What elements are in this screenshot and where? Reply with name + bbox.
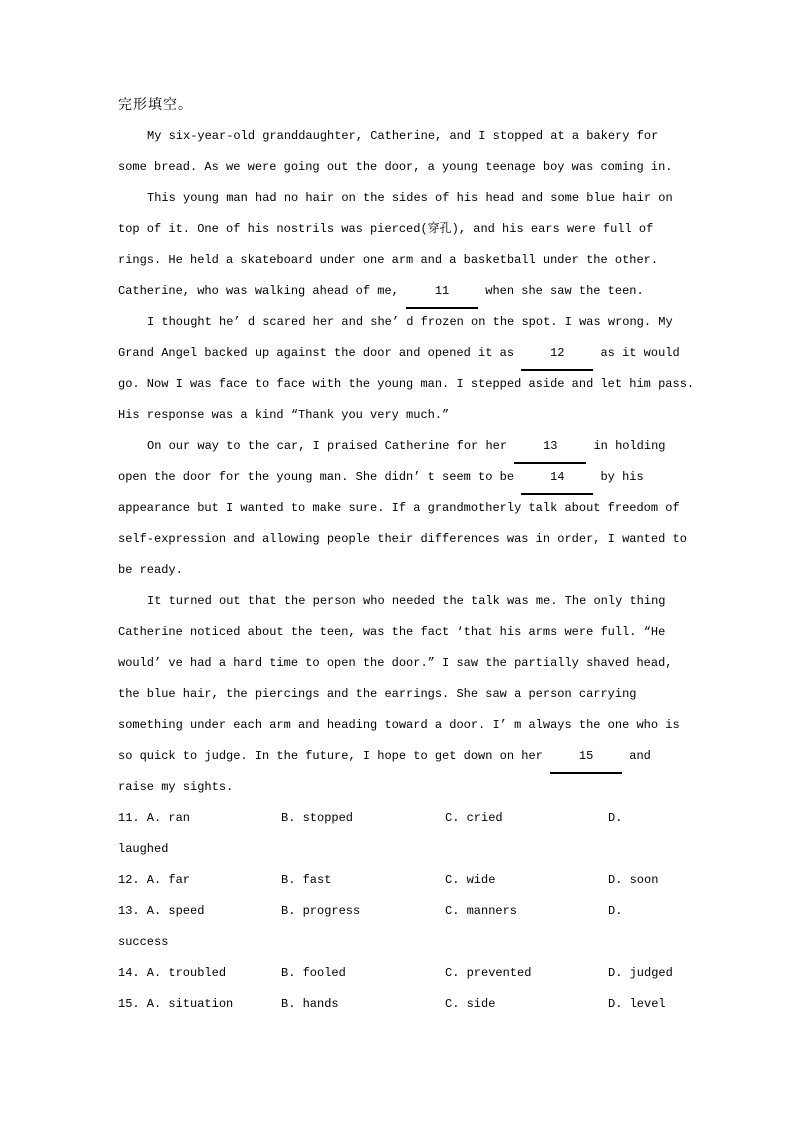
passage-line	[118, 524, 718, 555]
passage-line-text: Catherine noticed about the teen, was the fact ‘that his arms were full. “He	[118, 625, 666, 639]
section-title	[118, 90, 718, 121]
passage-line-text: On our way to the car, I praised Catherine for her	[147, 439, 515, 453]
passage-line	[118, 338, 718, 369]
option-cell: 13. A. speed	[118, 904, 205, 918]
passage-line	[118, 772, 718, 803]
passage-line-text: appearance but I wanted to make sure. If a grandmotherly talk about freedom of	[118, 501, 680, 515]
passage-line-text: so quick to judge. In the future, I hope to get down on her	[118, 749, 551, 763]
option-row	[118, 896, 718, 927]
passage-line	[118, 369, 718, 400]
option-cell: 14. A. troubled	[118, 966, 227, 980]
passage-line-text: Catherine, who was walking ahead of me,	[118, 284, 407, 298]
option-cell: D. judged	[608, 966, 673, 980]
page-content	[118, 90, 718, 1020]
option-cell: 15. A. situation	[118, 997, 234, 1011]
passage-line	[118, 245, 718, 276]
passage-line-text: some bread. As we were going out the door, a young teenage boy was coming in.	[118, 160, 673, 174]
passage-line-text: be ready.	[118, 563, 183, 577]
option-cell: B. stopped	[281, 811, 354, 825]
cloze-blank-15: 15	[550, 741, 622, 774]
passage-line-text: in holding	[586, 439, 666, 453]
passage-line-text: rings. He held a skateboard under one arm and a basketball under the other.	[118, 253, 659, 267]
passage-line-text: I thought he’ d scared her and she’ d frozen on the spot. I was wrong. My	[147, 315, 673, 329]
passage-line-text: raise my sights.	[118, 780, 234, 794]
passage-line	[118, 617, 718, 648]
cloze-blank-12: 12	[521, 338, 593, 371]
option-cell: B. fast	[281, 873, 332, 887]
section-title-text: 完形填空。	[118, 97, 193, 113]
option-cell: 12. A. far	[118, 873, 191, 887]
option-cell: B. fooled	[281, 966, 346, 980]
passage-line-text: and	[622, 749, 651, 763]
passage-line-text: as it would	[593, 346, 680, 360]
option-cell: C. manners	[445, 904, 518, 918]
passage-line	[118, 493, 718, 524]
passage-line	[118, 927, 718, 958]
passage-line	[118, 648, 718, 679]
cloze-blank-13: 13	[514, 431, 586, 464]
passage-line	[118, 183, 718, 214]
option-cell: C. side	[445, 997, 496, 1011]
option-row	[118, 803, 718, 834]
passage-line-text: when she saw the teen.	[478, 284, 644, 298]
passage-line	[118, 214, 718, 245]
passage-line-text: open the door for the young man. She didn’ t seem to be	[118, 470, 522, 484]
option-row	[118, 865, 718, 896]
passage-line	[118, 431, 718, 462]
option-cell: C. cried	[445, 811, 503, 825]
option-row	[118, 958, 718, 989]
passage-line-text: success	[118, 935, 169, 949]
option-cell: C. wide	[445, 873, 496, 887]
passage-line-text: It turned out that the person who needed the talk was me. The only thing	[147, 594, 666, 608]
cloze-blank-14: 14	[521, 462, 593, 495]
passage-line-text: Grand Angel backed up against the door and opened it as	[118, 346, 522, 360]
passage-line-text: something under each arm and heading toward a door. I’ m always the one who is	[118, 718, 680, 732]
option-cell: B. progress	[281, 904, 361, 918]
passage-line	[118, 276, 718, 307]
passage-line-text: would’ ve had a hard time to open the door.” I saw the partially shaved head,	[118, 656, 673, 670]
option-cell: C. prevented	[445, 966, 532, 980]
passage-line-text: top of it. One of his nostrils was pierced(穿孔), and his ears were full of	[118, 222, 654, 236]
passage-line	[118, 121, 718, 152]
passage-line-text: His response was a kind “Thank you very much.”	[118, 408, 450, 422]
passage-line	[118, 462, 718, 493]
passage-line-text: go. Now I was face to face with the young man. I stepped aside and let him pass.	[118, 377, 695, 391]
passage-line-text: the blue hair, the piercings and the earrings. She saw a person carrying	[118, 687, 637, 701]
passage-line-text: by his	[593, 470, 644, 484]
passage-line	[118, 400, 718, 431]
passage-line	[118, 834, 718, 865]
passage-line	[118, 152, 718, 183]
option-cell: 11. A. ran	[118, 811, 191, 825]
passage-line	[118, 555, 718, 586]
passage-line	[118, 586, 718, 617]
option-cell: D. soon	[608, 873, 659, 887]
option-row	[118, 989, 718, 1020]
passage-line	[118, 741, 718, 772]
option-cell: B. hands	[281, 997, 339, 1011]
passage-line	[118, 307, 718, 338]
option-cell: D.	[608, 904, 623, 918]
cloze-blank-11: 11	[406, 276, 478, 309]
passage-line	[118, 679, 718, 710]
passage-line-text: This young man had no hair on the sides of his head and some blue hair on	[147, 191, 673, 205]
passage-line-text: My six-year-old granddaughter, Catherine, and I stopped at a bakery for	[147, 129, 659, 143]
option-cell: D. level	[608, 997, 666, 1011]
passage-line-text: laughed	[118, 842, 169, 856]
passage-line-text: self-expression and allowing people their differences was in order, I wanted to	[118, 532, 687, 546]
passage-line	[118, 710, 718, 741]
option-cell: D.	[608, 811, 623, 825]
